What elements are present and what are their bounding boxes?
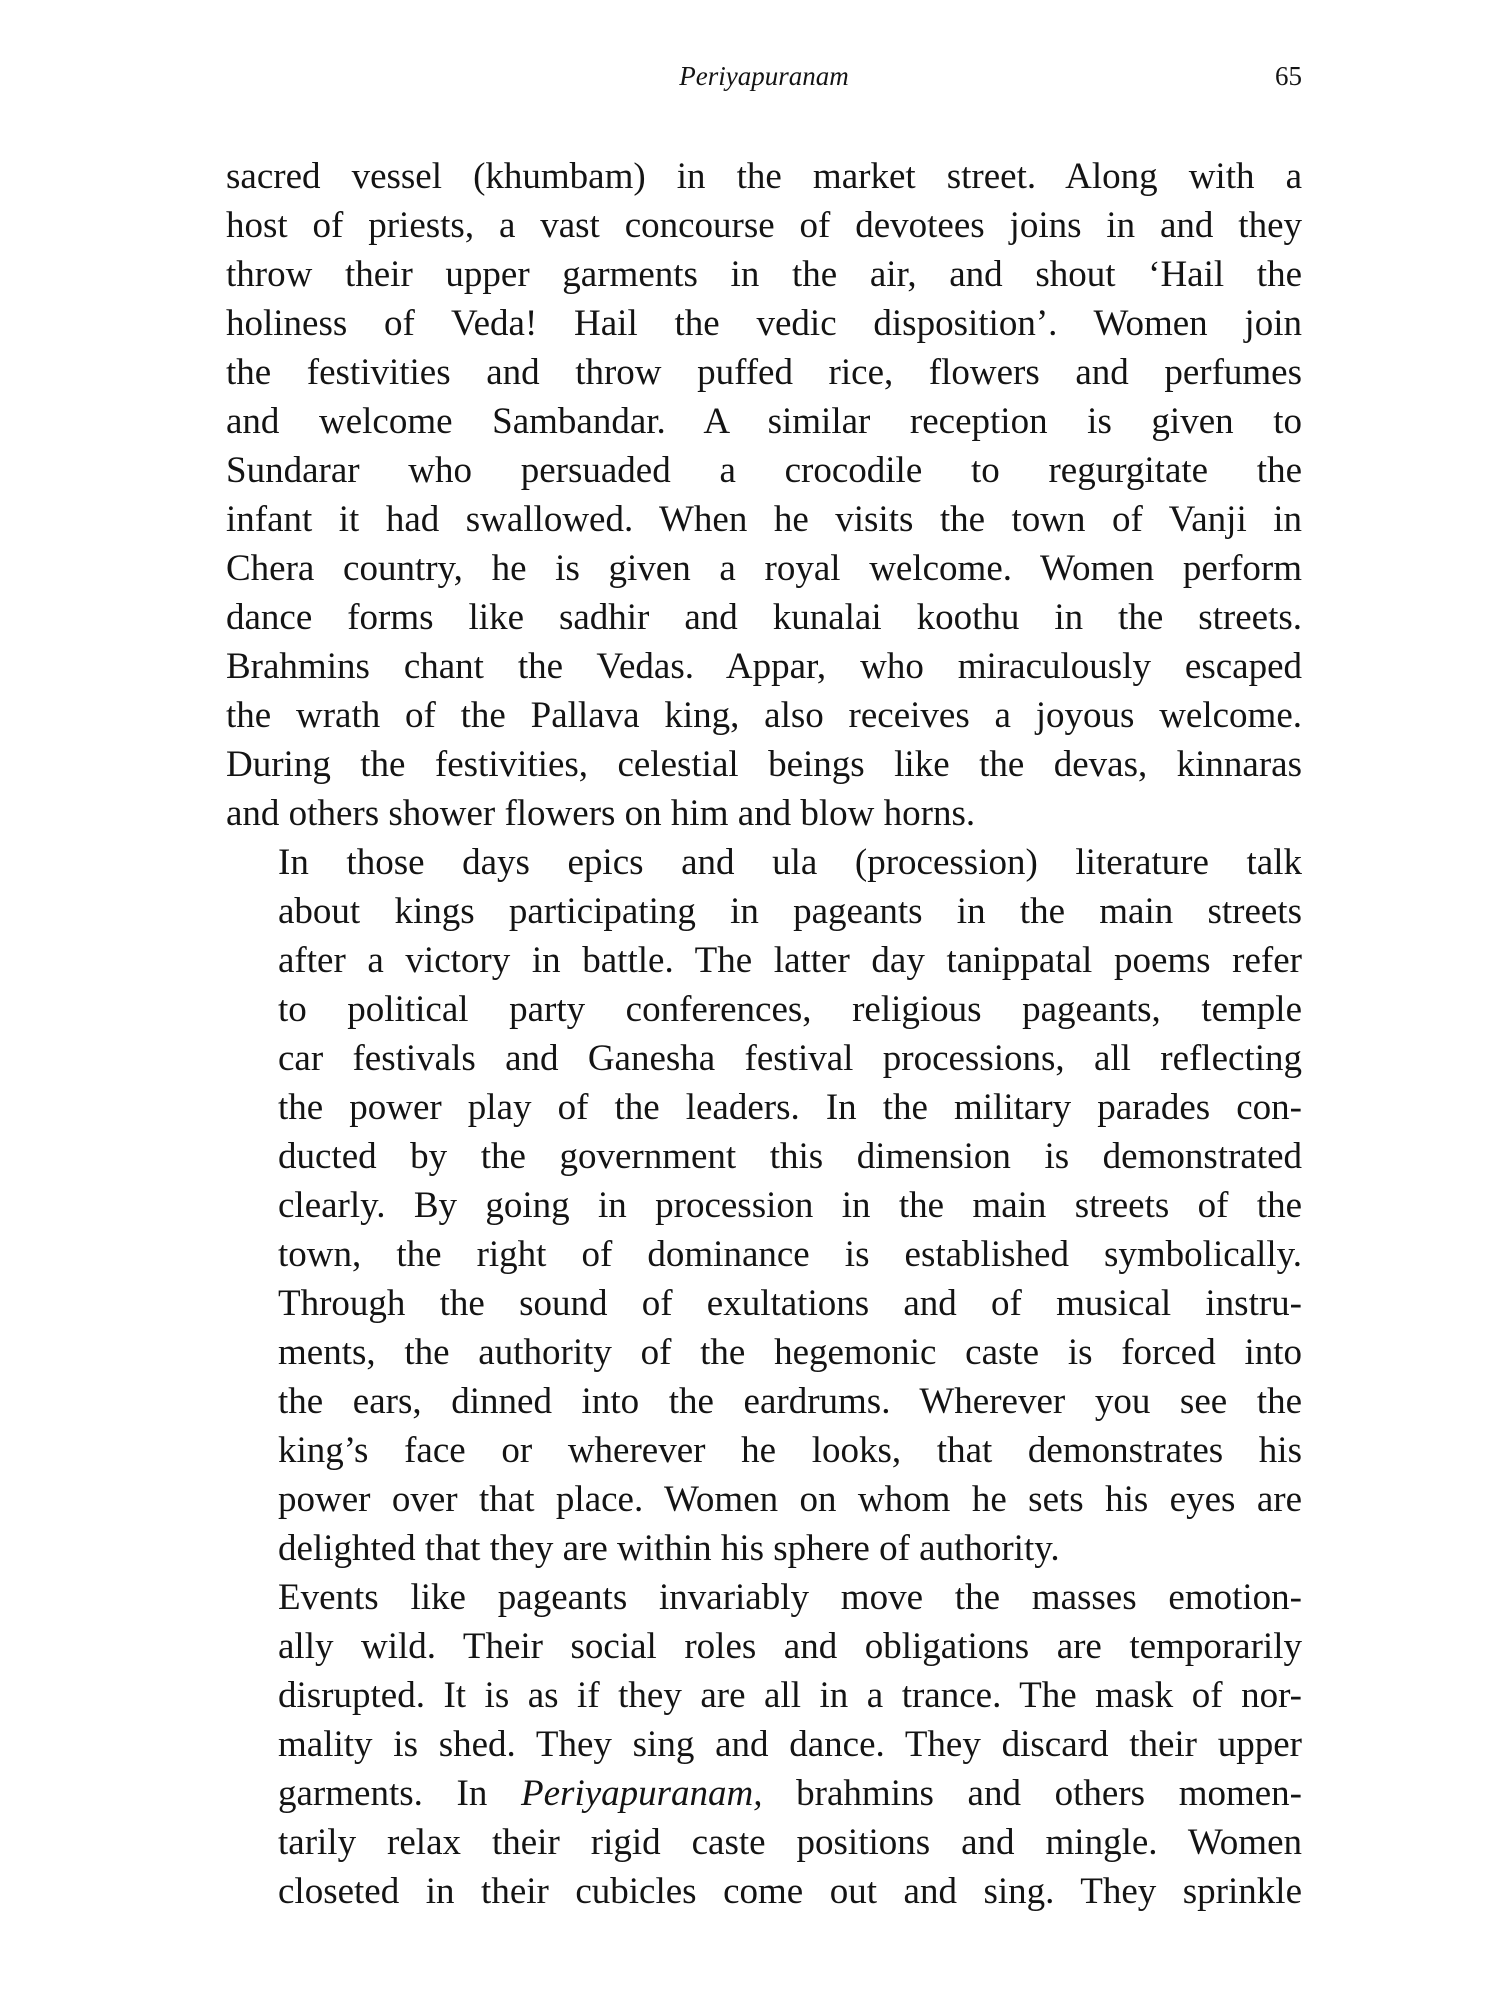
text-body bbox=[226, 152, 1302, 1916]
text-line: dance forms like sadhir and kunalai koothu in the streets. bbox=[226, 597, 1302, 638]
paragraph-2 bbox=[226, 838, 1302, 1573]
text-line: During the festivities, celestial beings like the devas, kinnaras bbox=[226, 744, 1302, 785]
paragraph-3 bbox=[226, 1573, 1302, 1916]
text-line: king’s face or wherever he looks, that demonstrates his bbox=[278, 1430, 1302, 1471]
text-line: closeted in their cubicles come out and sing. They sprinkle bbox=[278, 1871, 1302, 1912]
text-line: In those days epics and ula (procession) literature talk bbox=[278, 842, 1302, 883]
text-line: after a victory in battle. The latter day tanippatal poems refer bbox=[278, 940, 1302, 981]
text-line: ducted by the government this dimension is demonstrated bbox=[278, 1136, 1302, 1177]
text-line: the festivities and throw puffed rice, flowers and perfumes bbox=[226, 352, 1302, 393]
text-line: tarily relax their rigid caste positions and mingle. Women bbox=[278, 1822, 1302, 1863]
text-line bbox=[226, 1769, 1302, 1818]
text-line: Sundarar who persuaded a crocodile to regurgitate the bbox=[226, 450, 1302, 491]
text-line: ments, the authority of the hegemonic caste is forced into bbox=[278, 1332, 1302, 1373]
text-line: infant it had swallowed. When he visits the town of Vanji in bbox=[226, 499, 1302, 540]
text-line: ally wild. Their social roles and obligations are temporarily bbox=[278, 1626, 1302, 1667]
text-line: about kings participating in pageants in the main streets bbox=[278, 891, 1302, 932]
text-fragment: brahmins and others momen- bbox=[762, 1773, 1302, 1814]
text-line: power over that place. Women on whom he sets his eyes are bbox=[278, 1479, 1302, 1520]
text-line: delighted that they are within his sphere of authority. bbox=[278, 1528, 1060, 1569]
text-line: car festivals and Ganesha festival processions, all reflecting bbox=[278, 1038, 1302, 1079]
text-line: Brahmins chant the Vedas. Appar, who miraculously escaped bbox=[226, 646, 1302, 687]
text-line: the ears, dinned into the eardrums. Wherever you see the bbox=[278, 1381, 1302, 1422]
text-line: town, the right of dominance is established symbolically. bbox=[278, 1234, 1302, 1275]
text-line: and welcome Sambandar. A similar reception is given to bbox=[226, 401, 1302, 442]
text-line: Chera country, he is given a royal welcome. Women perform bbox=[226, 548, 1302, 589]
text-line: Events like pageants invariably move the masses emotion- bbox=[278, 1577, 1302, 1618]
text-line: and others shower flowers on him and blow horns. bbox=[226, 793, 976, 834]
text-line: mality is shed. They sing and dance. They discard their upper bbox=[278, 1724, 1302, 1765]
page-number: 65 bbox=[1275, 61, 1302, 91]
text-line: Through the sound of exultations and of musical instru- bbox=[278, 1283, 1302, 1324]
text-line: throw their upper garments in the air, and shout ‘Hail the bbox=[226, 254, 1302, 295]
text-line: disrupted. It is as if they are all in a trance. The mask of nor- bbox=[278, 1675, 1302, 1716]
paragraph-1 bbox=[226, 152, 1302, 838]
text-line: holiness of Veda! Hail the vedic disposition’. Women join bbox=[226, 303, 1302, 344]
running-title: Periyapuranam bbox=[679, 61, 849, 91]
text-line: host of priests, a vast concourse of devotees joins in and they bbox=[226, 205, 1302, 246]
book-title-italic: Periyapuranam, bbox=[521, 1773, 763, 1814]
text-line: clearly. By going in procession in the main streets of the bbox=[278, 1185, 1302, 1226]
text-line: the wrath of the Pallava king, also receives a joyous welcome. bbox=[226, 695, 1302, 736]
text-line: the power play of the leaders. In the military parades con- bbox=[278, 1087, 1302, 1128]
text-line: sacred vessel (khumbam) in the market street. Along with a bbox=[226, 156, 1302, 197]
text-line: to political party conferences, religious pageants, temple bbox=[278, 989, 1302, 1030]
running-head bbox=[226, 56, 1302, 96]
text-fragment: garments. In bbox=[278, 1773, 522, 1814]
